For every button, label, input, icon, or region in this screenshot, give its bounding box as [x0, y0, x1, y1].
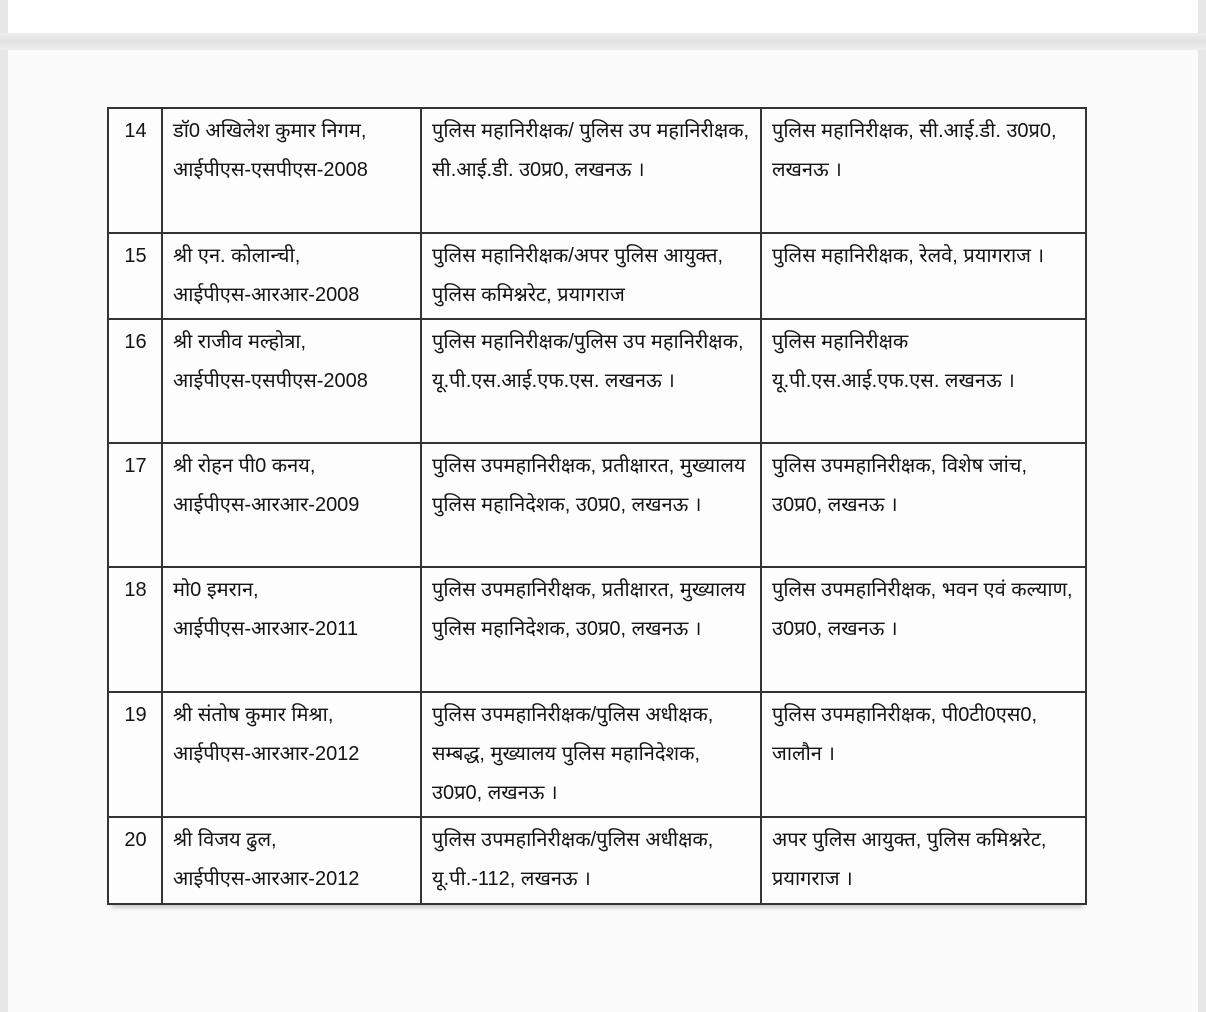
cell-officer-name [162, 108, 421, 233]
cell-serial-number [108, 233, 162, 319]
cell-new-post: पुलिस महानिरीक्षक, सी.आई.डी. उ0प्र0, लखनऊ । [761, 108, 1086, 233]
cell-serial-number [108, 319, 162, 443]
serial-number: 14 [124, 120, 147, 142]
table-row [108, 817, 1086, 904]
page-separator [0, 33, 1206, 50]
officer-name: श्री रोहन पी0 कनय, [173, 455, 316, 477]
cell-new-post: पुलिस उपमहानिरीक्षक, पी0टी0एस0, जालौन । [761, 692, 1086, 817]
cell-current-post: पुलिस उपमहानिरीक्षक, प्रतीक्षारत, मुख्यालय पुलिस महानिदेशक, उ0प्र0, लखनऊ । [421, 567, 761, 692]
table-row [108, 692, 1086, 817]
officer-cadre: आईपीएस-आरआर-2012 [173, 743, 360, 765]
cell-officer-name [162, 567, 421, 692]
cell-current-post: पुलिस उपमहानिरीक्षक, प्रतीक्षारत, मुख्यालय पुलिस महानिदेशक, उ0प्र0, लखनऊ । [421, 443, 761, 567]
cell-officer-name [162, 692, 421, 817]
cell-serial-number [108, 108, 162, 233]
serial-number: 17 [124, 455, 147, 477]
officer-cadre: आईपीएस-आरआर-2009 [173, 494, 360, 516]
officer-name: मो0 इमरान, [173, 579, 259, 601]
officer-cadre: आईपीएस-एसपीएस-2008 [173, 370, 368, 392]
serial-number: 16 [124, 331, 147, 353]
table-row [108, 443, 1086, 567]
cell-officer-name [162, 319, 421, 443]
officer-cadre: आईपीएस-आरआर-2011 [173, 618, 358, 640]
cell-current-post: पुलिस महानिरीक्षक/पुलिस उप महानिरीक्षक, यू.पी.एस.आई.एफ.एस. लखनऊ । [421, 319, 761, 443]
table-row [108, 567, 1086, 692]
serial-number: 20 [124, 829, 147, 851]
cell-officer-name [162, 233, 421, 319]
cell-serial-number [108, 567, 162, 692]
serial-number: 15 [124, 245, 147, 267]
officer-name: श्री एन. कोलान्ची, [173, 245, 301, 267]
cell-current-post: पुलिस महानिरीक्षक/ पुलिस उप महानिरीक्षक, सी.आई.डी. उ0प्र0, लखनऊ । [421, 108, 761, 233]
serial-number: 19 [124, 704, 147, 726]
cell-officer-name [162, 443, 421, 567]
cell-serial-number [108, 443, 162, 567]
table-row [108, 319, 1086, 443]
cell-current-post: पुलिस उपमहानिरीक्षक/पुलिस अधीक्षक, यू.पी.-112, लखनऊ । [421, 817, 761, 904]
officer-name: श्री विजय ढुल, [173, 829, 277, 851]
cell-current-post: पुलिस महानिरीक्षक/अपर पुलिस आयुक्त, पुलिस कमिश्नरेट, प्रयागराज [421, 233, 761, 319]
cell-new-post: अपर पुलिस आयुक्त, पुलिस कमिश्नरेट, प्रयागराज । [761, 817, 1086, 904]
cell-new-post: पुलिस महानिरीक्षक यू.पी.एस.आई.एफ.एस. लखनऊ । [761, 319, 1086, 443]
officers-table [107, 107, 1087, 905]
officer-cadre: आईपीएस-आरआर-2008 [173, 284, 360, 306]
table-row [108, 233, 1086, 319]
cell-new-post: पुलिस महानिरीक्षक, रेलवे, प्रयागराज । [761, 233, 1086, 319]
cell-new-post: पुलिस उपमहानिरीक्षक, भवन एवं कल्याण, उ0प्र0, लखनऊ । [761, 567, 1086, 692]
table-row [108, 108, 1086, 233]
cell-new-post: पुलिस उपमहानिरीक्षक, विशेष जांच, उ0प्र0, लखनऊ । [761, 443, 1086, 567]
serial-number: 18 [124, 579, 147, 601]
cell-current-post: पुलिस उपमहानिरीक्षक/पुलिस अधीक्षक, सम्बद्ध, मुख्यालय पुलिस महानिदेशक, उ0प्र0, लखनऊ । [421, 692, 761, 817]
officer-cadre: आईपीएस-एसपीएस-2008 [173, 159, 368, 181]
officer-name: डॉ0 अखिलेश कुमार निगम, [173, 120, 367, 142]
cell-serial-number [108, 692, 162, 817]
officer-name: श्री संतोष कुमार मिश्रा, [173, 704, 334, 726]
officer-cadre: आईपीएस-आरआर-2012 [173, 868, 360, 890]
officer-name: श्री राजीव मल्होत्रा, [173, 331, 307, 353]
cell-serial-number [108, 817, 162, 904]
previous-page-strip [8, 0, 1198, 33]
cell-officer-name [162, 817, 421, 904]
